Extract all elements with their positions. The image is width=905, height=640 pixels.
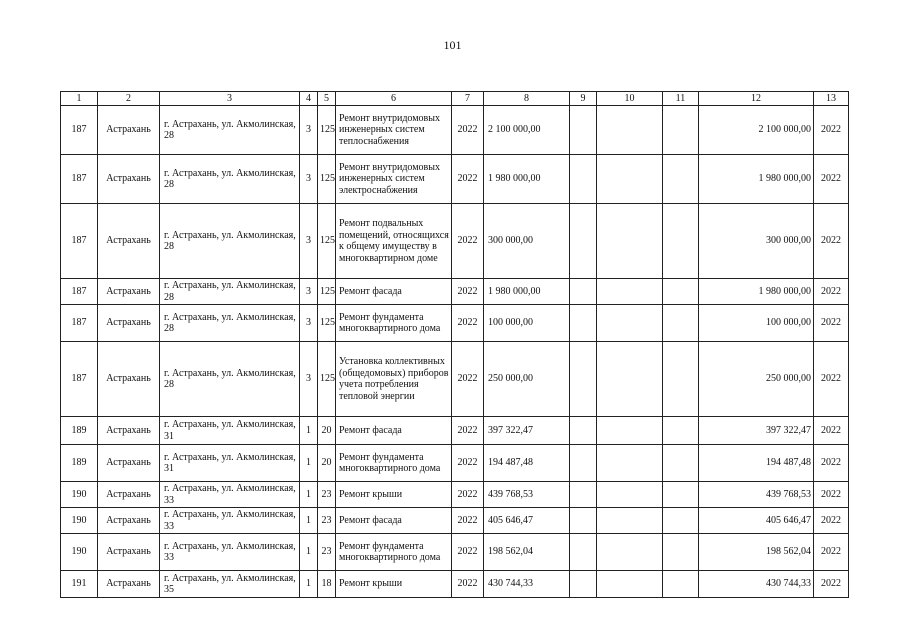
- cell-col10: [597, 155, 663, 204]
- cell-end-year: 2022: [814, 534, 849, 571]
- cell-col11: [663, 445, 699, 482]
- cell-address: г. Астрахань, ул. Акмолинская, 28: [160, 305, 300, 342]
- cell-col11: [663, 342, 699, 417]
- cell-work-type: Ремонт фасада: [336, 417, 452, 445]
- header-cell: 12: [699, 92, 814, 106]
- cell-municipality: Астрахань: [98, 106, 160, 155]
- cell-col11: [663, 571, 699, 598]
- cell-work-type: Ремонт крыши: [336, 482, 452, 508]
- cell-end-year: 2022: [814, 571, 849, 598]
- cell-col9: [570, 106, 597, 155]
- cell-col5: 20: [318, 445, 336, 482]
- cell-municipality: Астрахань: [98, 417, 160, 445]
- cell-end-year: 2022: [814, 204, 849, 279]
- cell-col5: 125: [318, 305, 336, 342]
- table-row: [61, 417, 849, 445]
- table-row: [61, 155, 849, 204]
- cell-address: г. Астрахань, ул. Акмолинская, 28: [160, 342, 300, 417]
- cell-col11: [663, 155, 699, 204]
- cell-total: 198 562,04: [699, 534, 814, 571]
- cell-number: 189: [61, 417, 98, 445]
- cell-address: г. Астрахань, ул. Акмолинская, 31: [160, 417, 300, 445]
- cell-year: 2022: [452, 534, 484, 571]
- cell-municipality: Астрахань: [98, 204, 160, 279]
- cell-year: 2022: [452, 571, 484, 598]
- cell-amount: 194 487,48: [484, 445, 570, 482]
- header-cell: 2: [98, 92, 160, 106]
- cell-amount: 250 000,00: [484, 342, 570, 417]
- cell-address: г. Астрахань, ул. Акмолинская, 33: [160, 508, 300, 534]
- header-cell: 1: [61, 92, 98, 106]
- cell-col11: [663, 106, 699, 155]
- cell-col5: 125: [318, 342, 336, 417]
- cell-total: 439 768,53: [699, 482, 814, 508]
- cell-work-type: Ремонт внутридомовых инженерных систем теплоснабжения: [336, 106, 452, 155]
- cell-municipality: Астрахань: [98, 155, 160, 204]
- table-row: [61, 445, 849, 482]
- cell-col11: [663, 305, 699, 342]
- cell-address: г. Астрахань, ул. Акмолинская, 28: [160, 155, 300, 204]
- cell-end-year: 2022: [814, 482, 849, 508]
- cell-address: г. Астрахань, ул. Акмолинская, 33: [160, 482, 300, 508]
- cell-address: г. Астрахань, ул. Акмолинская, 35: [160, 571, 300, 598]
- cell-number: 187: [61, 342, 98, 417]
- table-row: [61, 305, 849, 342]
- cell-amount: 1 980 000,00: [484, 155, 570, 204]
- cell-amount: 430 744,33: [484, 571, 570, 598]
- cell-work-type: Ремонт фундамента многоквартирного дома: [336, 445, 452, 482]
- cell-col9: [570, 204, 597, 279]
- cell-year: 2022: [452, 482, 484, 508]
- cell-col11: [663, 279, 699, 305]
- table-row: [61, 106, 849, 155]
- header-cell: 10: [597, 92, 663, 106]
- cell-work-type: Ремонт внутридомовых инженерных систем электроснабжения: [336, 155, 452, 204]
- header-row: [61, 92, 849, 106]
- table-row: [61, 508, 849, 534]
- cell-municipality: Астрахань: [98, 279, 160, 305]
- cell-amount: 405 646,47: [484, 508, 570, 534]
- cell-end-year: 2022: [814, 342, 849, 417]
- cell-col9: [570, 534, 597, 571]
- cell-number: 187: [61, 279, 98, 305]
- cell-number: 187: [61, 106, 98, 155]
- cell-col10: [597, 482, 663, 508]
- cell-municipality: Астрахань: [98, 342, 160, 417]
- cell-col9: [570, 508, 597, 534]
- cell-amount: 300 000,00: [484, 204, 570, 279]
- cell-col4: 3: [300, 204, 318, 279]
- cell-col11: [663, 482, 699, 508]
- cell-col10: [597, 204, 663, 279]
- cell-col5: 18: [318, 571, 336, 598]
- cell-amount: 2 100 000,00: [484, 106, 570, 155]
- cell-col5: 125: [318, 279, 336, 305]
- cell-col4: 3: [300, 305, 318, 342]
- table-row: [61, 204, 849, 279]
- cell-year: 2022: [452, 417, 484, 445]
- cell-col10: [597, 417, 663, 445]
- cell-number: 190: [61, 508, 98, 534]
- cell-col5: 125: [318, 106, 336, 155]
- cell-col4: 1: [300, 571, 318, 598]
- table-row: [61, 571, 849, 598]
- header-cell: 5: [318, 92, 336, 106]
- cell-year: 2022: [452, 342, 484, 417]
- cell-col5: 23: [318, 508, 336, 534]
- cell-col10: [597, 342, 663, 417]
- cell-address: г. Астрахань, ул. Акмолинская, 28: [160, 106, 300, 155]
- cell-col9: [570, 305, 597, 342]
- cell-municipality: Астрахань: [98, 571, 160, 598]
- cell-number: 189: [61, 445, 98, 482]
- cell-number: 190: [61, 482, 98, 508]
- cell-total: 405 646,47: [699, 508, 814, 534]
- cell-number: 191: [61, 571, 98, 598]
- cell-col9: [570, 342, 597, 417]
- cell-end-year: 2022: [814, 155, 849, 204]
- cell-col9: [570, 482, 597, 508]
- cell-total: 1 980 000,00: [699, 155, 814, 204]
- cell-total: 397 322,47: [699, 417, 814, 445]
- header-cell: 13: [814, 92, 849, 106]
- cell-col5: 125: [318, 155, 336, 204]
- cell-year: 2022: [452, 279, 484, 305]
- cell-amount: 198 562,04: [484, 534, 570, 571]
- cell-col4: 1: [300, 417, 318, 445]
- cell-col11: [663, 204, 699, 279]
- cell-total: 2 100 000,00: [699, 106, 814, 155]
- cell-municipality: Астрахань: [98, 445, 160, 482]
- cell-col11: [663, 508, 699, 534]
- cell-col4: 3: [300, 106, 318, 155]
- cell-col5: 20: [318, 417, 336, 445]
- cell-amount: 100 000,00: [484, 305, 570, 342]
- cell-total: 430 744,33: [699, 571, 814, 598]
- table-row: [61, 534, 849, 571]
- cell-municipality: Астрахань: [98, 305, 160, 342]
- cell-number: 190: [61, 534, 98, 571]
- cell-total: 300 000,00: [699, 204, 814, 279]
- cell-col4: 3: [300, 155, 318, 204]
- cell-address: г. Астрахань, ул. Акмолинская, 28: [160, 204, 300, 279]
- cell-amount: 439 768,53: [484, 482, 570, 508]
- cell-address: г. Астрахань, ул. Акмолинская, 28: [160, 279, 300, 305]
- cell-work-type: Ремонт крыши: [336, 571, 452, 598]
- cell-amount: 397 322,47: [484, 417, 570, 445]
- cell-col10: [597, 106, 663, 155]
- cell-work-type: Ремонт подвальных помещений, относящихся к общему имуществу в многоквартирном доме: [336, 204, 452, 279]
- header-cell: 11: [663, 92, 699, 106]
- header-cell: 9: [570, 92, 597, 106]
- cell-number: 187: [61, 155, 98, 204]
- cell-end-year: 2022: [814, 417, 849, 445]
- cell-col5: 23: [318, 482, 336, 508]
- cell-total: 194 487,48: [699, 445, 814, 482]
- cell-total: 1 980 000,00: [699, 279, 814, 305]
- cell-col10: [597, 279, 663, 305]
- cell-col10: [597, 534, 663, 571]
- cell-year: 2022: [452, 508, 484, 534]
- cell-address: г. Астрахань, ул. Акмолинская, 31: [160, 445, 300, 482]
- table-row: [61, 482, 849, 508]
- header-cell: 3: [160, 92, 300, 106]
- cell-work-type: Ремонт фундамента многоквартирного дома: [336, 534, 452, 571]
- table-row: [61, 279, 849, 305]
- cell-amount: 1 980 000,00: [484, 279, 570, 305]
- cell-col9: [570, 571, 597, 598]
- cell-total: 250 000,00: [699, 342, 814, 417]
- cell-municipality: Астрахань: [98, 482, 160, 508]
- header-cell: 7: [452, 92, 484, 106]
- cell-col4: 1: [300, 508, 318, 534]
- cell-end-year: 2022: [814, 106, 849, 155]
- cell-col9: [570, 155, 597, 204]
- header-cell: 8: [484, 92, 570, 106]
- cell-total: 100 000,00: [699, 305, 814, 342]
- cell-number: 187: [61, 305, 98, 342]
- cell-number: 187: [61, 204, 98, 279]
- cell-year: 2022: [452, 155, 484, 204]
- cell-col10: [597, 445, 663, 482]
- cell-col9: [570, 445, 597, 482]
- cell-col10: [597, 305, 663, 342]
- header-cell: 4: [300, 92, 318, 106]
- page-number: 101: [443, 38, 462, 52]
- cell-year: 2022: [452, 106, 484, 155]
- cell-year: 2022: [452, 204, 484, 279]
- cell-col5: 125: [318, 204, 336, 279]
- cell-end-year: 2022: [814, 508, 849, 534]
- cell-address: г. Астрахань, ул. Акмолинская, 33: [160, 534, 300, 571]
- cell-end-year: 2022: [814, 305, 849, 342]
- cell-col4: 3: [300, 279, 318, 305]
- cell-year: 2022: [452, 445, 484, 482]
- table-row: [61, 342, 849, 417]
- cell-col10: [597, 571, 663, 598]
- cell-col5: 23: [318, 534, 336, 571]
- cell-work-type: Установка коллективных (общедомовых) приборов учета потребления тепловой энергии: [336, 342, 452, 417]
- cell-municipality: Астрахань: [98, 534, 160, 571]
- header-cell: 6: [336, 92, 452, 106]
- cell-end-year: 2022: [814, 445, 849, 482]
- cell-col11: [663, 417, 699, 445]
- cell-col10: [597, 508, 663, 534]
- cell-col11: [663, 534, 699, 571]
- cell-col9: [570, 417, 597, 445]
- cell-col4: 1: [300, 534, 318, 571]
- cell-col4: 1: [300, 482, 318, 508]
- cell-work-type: Ремонт фасада: [336, 508, 452, 534]
- cell-year: 2022: [452, 305, 484, 342]
- cell-municipality: Астрахань: [98, 508, 160, 534]
- cell-col4: 3: [300, 342, 318, 417]
- cell-work-type: Ремонт фундамента многоквартирного дома: [336, 305, 452, 342]
- cell-work-type: Ремонт фасада: [336, 279, 452, 305]
- cell-col4: 1: [300, 445, 318, 482]
- repair-program-table: [60, 91, 849, 598]
- cell-end-year: 2022: [814, 279, 849, 305]
- cell-col9: [570, 279, 597, 305]
